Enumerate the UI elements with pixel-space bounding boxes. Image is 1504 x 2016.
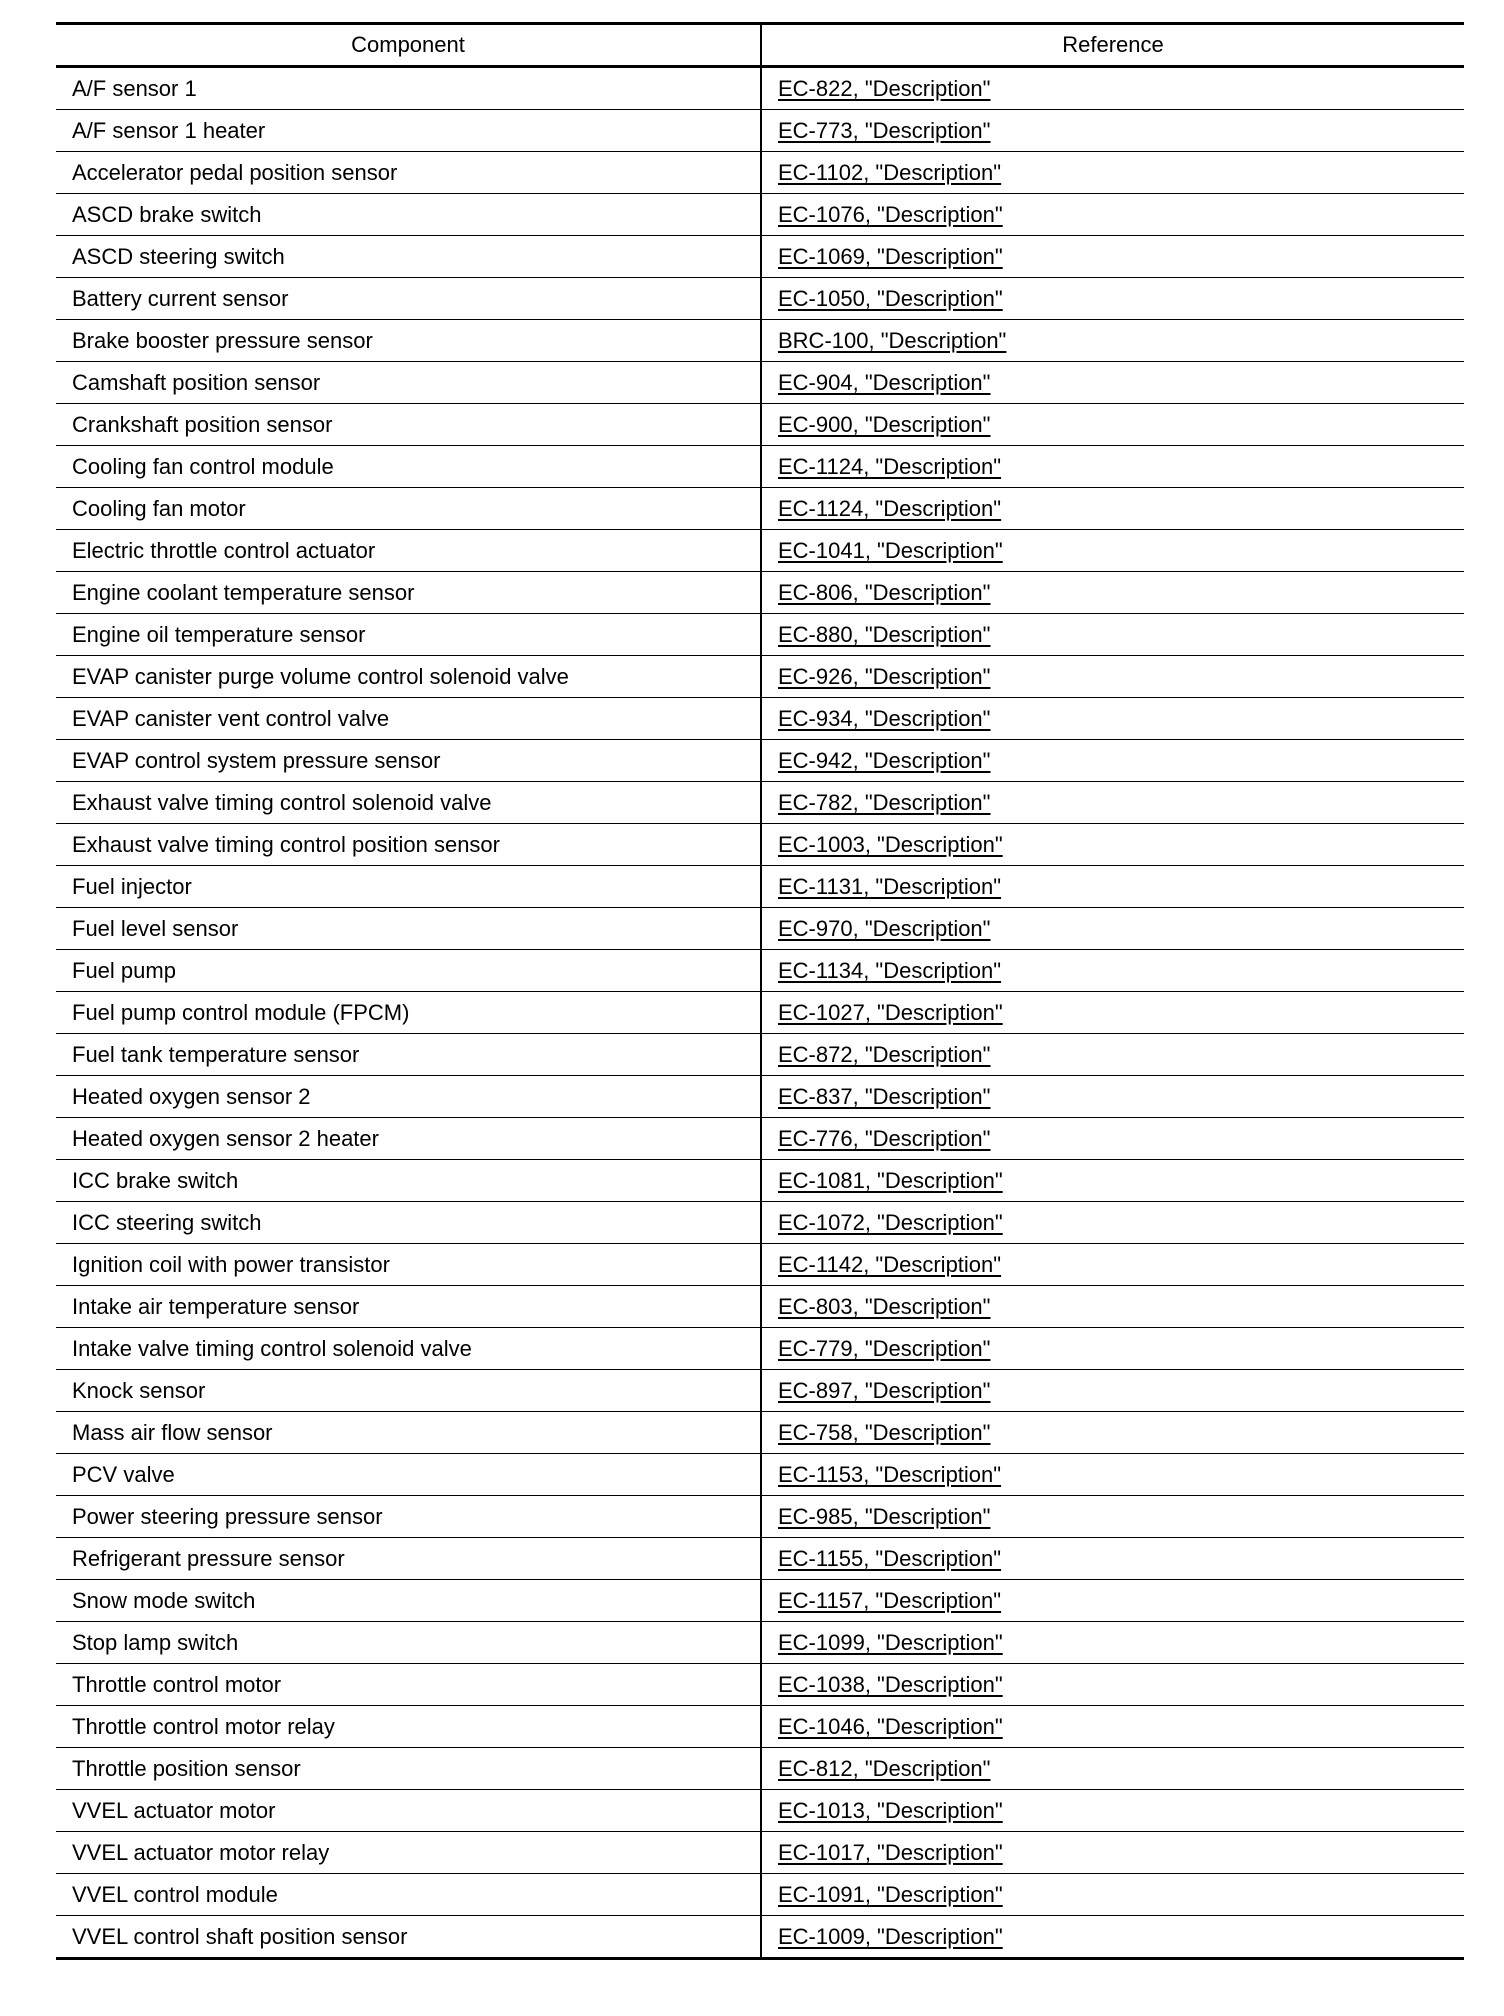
component-cell: Camshaft position sensor — [56, 362, 761, 404]
reference-cell — [761, 1874, 1464, 1916]
component-cell: ICC steering switch — [56, 1202, 761, 1244]
reference-cell — [761, 740, 1464, 782]
table-row — [56, 1874, 1464, 1916]
reference-cell — [761, 1664, 1464, 1706]
reference-link[interactable]: EC-1027, "Description" — [778, 999, 1003, 1025]
reference-cell — [761, 1916, 1464, 1959]
reference-link[interactable]: BRC-100, "Description" — [778, 327, 1007, 353]
reference-link[interactable]: EC-880, "Description" — [778, 621, 991, 647]
reference-link[interactable]: EC-934, "Description" — [778, 705, 991, 731]
reference-link[interactable]: EC-1099, "Description" — [778, 1629, 1003, 1655]
reference-cell — [761, 194, 1464, 236]
component-cell: Electric throttle control actuator — [56, 530, 761, 572]
reference-link[interactable]: EC-1013, "Description" — [778, 1797, 1003, 1823]
table-row — [56, 1622, 1464, 1664]
table-row — [56, 1832, 1464, 1874]
reference-cell — [761, 488, 1464, 530]
reference-link[interactable]: EC-1038, "Description" — [778, 1671, 1003, 1697]
table-row — [56, 992, 1464, 1034]
table-row — [56, 1118, 1464, 1160]
component-cell: Exhaust valve timing control solenoid valve — [56, 782, 761, 824]
reference-cell — [761, 1244, 1464, 1286]
component-cell: Throttle control motor relay — [56, 1706, 761, 1748]
component-cell: Heated oxygen sensor 2 heater — [56, 1118, 761, 1160]
reference-link[interactable]: EC-970, "Description" — [778, 915, 991, 941]
reference-link[interactable]: EC-1076, "Description" — [778, 201, 1003, 227]
reference-cell — [761, 782, 1464, 824]
reference-cell — [761, 866, 1464, 908]
component-cell: A/F sensor 1 — [72, 75, 197, 101]
table-row — [56, 950, 1464, 992]
reference-cell — [761, 1412, 1464, 1454]
component-cell: EVAP control system pressure sensor — [56, 740, 761, 782]
component-cell: Stop lamp switch — [56, 1622, 761, 1664]
reference-link[interactable]: EC-837, "Description" — [778, 1083, 991, 1109]
table-row — [56, 1202, 1464, 1244]
reference-link[interactable]: EC-942, "Description" — [778, 747, 991, 773]
reference-cell — [761, 1832, 1464, 1874]
table-row — [56, 1580, 1464, 1622]
component-cell: PCV valve — [56, 1454, 761, 1496]
reference-link[interactable]: EC-1081, "Description" — [778, 1167, 1003, 1193]
table-row — [56, 1328, 1464, 1370]
reference-link[interactable]: EC-1157, "Description" — [778, 1587, 1002, 1613]
table-row — [56, 1916, 1464, 1959]
table-row — [56, 1538, 1464, 1580]
reference-link[interactable]: EC-1153, "Description" — [778, 1461, 1002, 1487]
reference-link[interactable]: EC-1041, "Description" — [778, 537, 1003, 563]
reference-cell — [761, 1202, 1464, 1244]
reference-link[interactable]: EC-1134, "Description" — [778, 957, 1002, 983]
component-cell: Refrigerant pressure sensor — [56, 1538, 761, 1580]
reference-cell — [761, 362, 1464, 404]
reference-column-header: Reference — [761, 24, 1464, 67]
component-cell: Intake air temperature sensor — [56, 1286, 761, 1328]
reference-cell — [761, 1580, 1464, 1622]
reference-cell — [761, 572, 1464, 614]
reference-link[interactable]: EC-1009, "Description" — [778, 1923, 1003, 1949]
component-cell: Fuel pump — [56, 950, 761, 992]
component-cell: Throttle position sensor — [56, 1748, 761, 1790]
table-row — [56, 67, 1464, 110]
component-cell: Heated oxygen sensor 2 — [56, 1076, 761, 1118]
table-row — [56, 1244, 1464, 1286]
reference-cell — [761, 950, 1464, 992]
table-row — [56, 614, 1464, 656]
table-row — [56, 1412, 1464, 1454]
reference-link[interactable]: EC-1017, "Description" — [778, 1839, 1003, 1865]
reference-cell — [761, 1034, 1464, 1076]
reference-cell — [761, 992, 1464, 1034]
reference-link[interactable]: EC-926, "Description" — [778, 663, 991, 689]
reference-cell — [761, 320, 1464, 362]
table-body — [56, 67, 1464, 1959]
reference-link[interactable]: EC-782, "Description" — [778, 789, 991, 815]
table-row — [56, 1790, 1464, 1832]
reference-cell — [761, 1118, 1464, 1160]
table-row — [56, 1286, 1464, 1328]
component-cell: Fuel injector — [56, 866, 761, 908]
table-row — [56, 1454, 1464, 1496]
reference-cell — [761, 1370, 1464, 1412]
reference-cell — [761, 1622, 1464, 1664]
component-cell: Power steering pressure sensor — [56, 1496, 761, 1538]
component-cell: Throttle control motor — [56, 1664, 761, 1706]
component-cell: VVEL control module — [56, 1874, 761, 1916]
reference-cell — [761, 1496, 1464, 1538]
component-column-header: Component — [56, 24, 761, 67]
component-cell: Battery current sensor — [56, 278, 761, 320]
component-cell: Accelerator pedal position sensor — [56, 152, 761, 194]
reference-link[interactable]: EC-1046, "Description" — [778, 1713, 1003, 1739]
reference-cell — [761, 1328, 1464, 1370]
reference-cell — [761, 1454, 1464, 1496]
table-row — [56, 530, 1464, 572]
component-reference-table — [56, 22, 1464, 1960]
reference-link[interactable]: EC-1003, "Description" — [778, 831, 1003, 857]
table-row — [56, 152, 1464, 194]
component-cell: Intake valve timing control solenoid valve — [56, 1328, 761, 1370]
reference-cell — [761, 656, 1464, 698]
reference-cell — [761, 152, 1464, 194]
reference-cell — [761, 1538, 1464, 1580]
reference-cell — [761, 404, 1464, 446]
component-cell: Engine oil temperature sensor — [56, 614, 761, 656]
reference-link[interactable]: EC-822, "Description" — [778, 75, 991, 101]
reference-cell — [761, 908, 1464, 950]
table-row — [56, 446, 1464, 488]
table-row — [56, 908, 1464, 950]
reference-cell — [761, 67, 1464, 110]
reference-cell — [761, 824, 1464, 866]
reference-link[interactable]: EC-1050, "Description" — [778, 285, 1003, 311]
component-cell: EVAP canister purge volume control solenoid valve — [56, 656, 761, 698]
component-cell: Ignition coil with power transistor — [56, 1244, 761, 1286]
component-cell: Fuel pump control module (FPCM) — [56, 992, 761, 1034]
table-row — [56, 1370, 1464, 1412]
reference-cell — [761, 698, 1464, 740]
component-cell: Knock sensor — [56, 1370, 761, 1412]
table-row — [56, 740, 1464, 782]
table-header-row — [56, 24, 1464, 67]
component-cell: Cooling fan control module — [56, 446, 761, 488]
reference-link[interactable]: EC-779, "Description" — [778, 1335, 991, 1361]
reference-link[interactable]: EC-806, "Description" — [778, 579, 991, 605]
table-row — [56, 1664, 1464, 1706]
table-row — [56, 656, 1464, 698]
reference-link[interactable]: EC-1124, "Description" — [778, 453, 1002, 479]
table-row — [56, 110, 1464, 152]
reference-link[interactable]: EC-812, "Description" — [778, 1755, 991, 1781]
reference-cell — [761, 1790, 1464, 1832]
component-cell: EVAP canister vent control valve — [56, 698, 761, 740]
table-row — [56, 1076, 1464, 1118]
table-row — [56, 1496, 1464, 1538]
table-row — [56, 194, 1464, 236]
component-cell: ASCD steering switch — [56, 236, 761, 278]
reference-link[interactable]: EC-1069, "Description" — [778, 243, 1003, 269]
reference-link[interactable]: EC-1072, "Description" — [778, 1209, 1003, 1235]
table-row — [56, 236, 1464, 278]
reference-link[interactable]: EC-1124, "Description" — [778, 495, 1002, 521]
component-cell: Fuel level sensor — [56, 908, 761, 950]
component-cell: Crankshaft position sensor — [56, 404, 761, 446]
table-row — [56, 1706, 1464, 1748]
reference-cell — [761, 1160, 1464, 1202]
component-cell: Exhaust valve timing control position sensor — [56, 824, 761, 866]
table-row — [56, 824, 1464, 866]
component-cell: A/F sensor 1 heater — [56, 110, 761, 152]
reference-link[interactable]: EC-1131, "Description" — [778, 873, 1002, 899]
component-cell: Mass air flow sensor — [56, 1412, 761, 1454]
component-cell: Engine coolant temperature sensor — [56, 572, 761, 614]
reference-link[interactable]: EC-803, "Description" — [778, 1293, 991, 1319]
component-cell: ASCD brake switch — [56, 194, 761, 236]
component-cell: VVEL control shaft position sensor — [56, 1916, 761, 1959]
reference-cell — [761, 614, 1464, 656]
table-row — [56, 782, 1464, 824]
reference-link[interactable]: EC-1102, "Description" — [778, 159, 1002, 185]
component-cell: VVEL actuator motor relay — [56, 1832, 761, 1874]
reference-cell — [761, 1076, 1464, 1118]
reference-cell — [761, 1706, 1464, 1748]
table-row — [56, 320, 1464, 362]
reference-link[interactable]: EC-758, "Description" — [778, 1419, 991, 1445]
table-row — [56, 698, 1464, 740]
component-cell: Snow mode switch — [56, 1580, 761, 1622]
reference-cell — [761, 110, 1464, 152]
reference-cell — [761, 530, 1464, 572]
table-row — [56, 1034, 1464, 1076]
table-row — [56, 866, 1464, 908]
table-row — [56, 404, 1464, 446]
reference-cell — [761, 1286, 1464, 1328]
table-row — [56, 1748, 1464, 1790]
reference-link[interactable]: EC-900, "Description" — [778, 411, 991, 437]
table-row — [56, 1160, 1464, 1202]
reference-link[interactable]: EC-773, "Description" — [778, 117, 991, 143]
component-cell: Fuel tank temperature sensor — [56, 1034, 761, 1076]
reference-link[interactable]: EC-985, "Description" — [778, 1503, 991, 1529]
table-row — [56, 278, 1464, 320]
reference-link[interactable]: EC-897, "Description" — [778, 1377, 991, 1403]
reference-cell — [761, 236, 1464, 278]
table-row — [56, 572, 1464, 614]
reference-link[interactable]: EC-872, "Description" — [778, 1041, 991, 1067]
reference-link[interactable]: EC-904, "Description" — [778, 369, 991, 395]
reference-link[interactable]: EC-776, "Description" — [778, 1125, 991, 1151]
component-cell: Brake booster pressure sensor — [56, 320, 761, 362]
component-cell: ICC brake switch — [56, 1160, 761, 1202]
table-row — [56, 488, 1464, 530]
reference-cell — [761, 278, 1464, 320]
table-row — [56, 362, 1464, 404]
reference-cell — [761, 1748, 1464, 1790]
reference-link[interactable]: EC-1142, "Description" — [778, 1251, 1002, 1277]
reference-link[interactable]: EC-1091, "Description" — [778, 1881, 1003, 1907]
component-cell: Cooling fan motor — [56, 488, 761, 530]
component-cell: VVEL actuator motor — [56, 1790, 761, 1832]
reference-link[interactable]: EC-1155, "Description" — [778, 1545, 1002, 1571]
reference-cell — [761, 446, 1464, 488]
